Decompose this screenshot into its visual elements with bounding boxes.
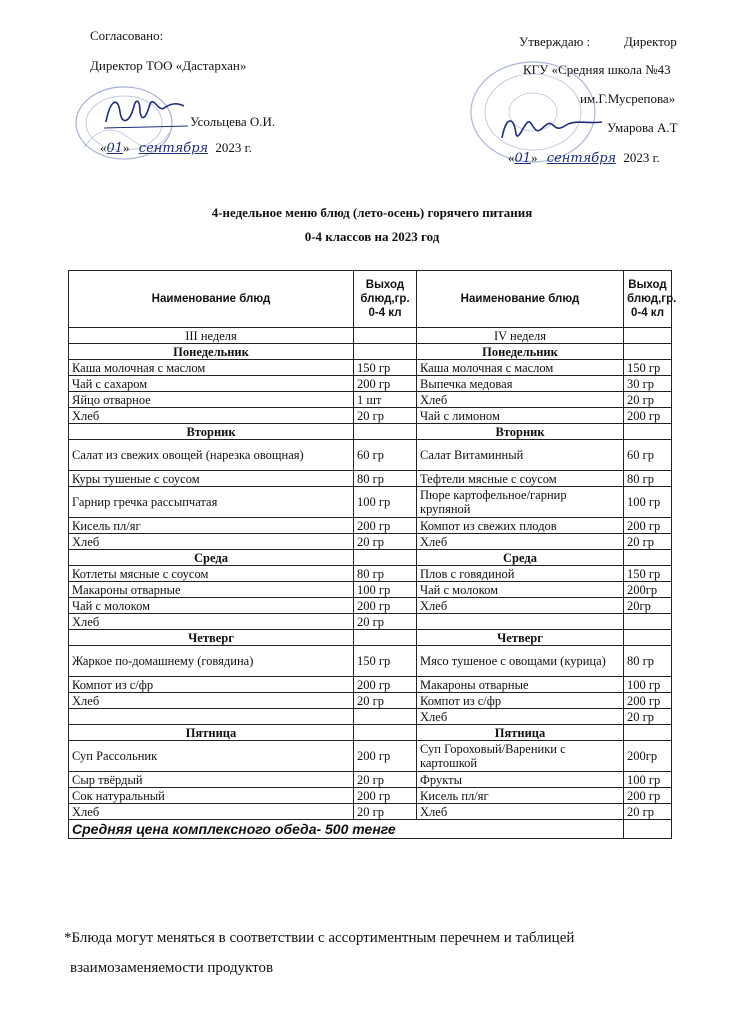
note-line2: взаимозаменяемости продуктов xyxy=(70,960,274,976)
output-left: 20 гр xyxy=(354,772,417,788)
output-left: 150 гр xyxy=(354,646,417,677)
dish-right: Компот из свежих плодов xyxy=(417,518,624,534)
output-left: 100 гр xyxy=(354,582,417,598)
dish-right: Каша молочная с маслом xyxy=(417,360,624,376)
empty-cell xyxy=(354,344,417,360)
dish-right: Тефтели мясные с соусом xyxy=(417,471,624,487)
week-row xyxy=(69,328,672,344)
dish-right: Компот из с/фр xyxy=(417,693,624,709)
dish-right: Чай с молоком xyxy=(417,582,624,598)
table-row xyxy=(69,788,672,804)
table-row xyxy=(69,614,672,630)
left-date-quote-close: » xyxy=(123,140,130,155)
table-row xyxy=(69,693,672,709)
output-right: 20гр xyxy=(624,598,672,614)
day-row xyxy=(69,725,672,741)
table-row xyxy=(69,566,672,582)
left-position: Директор ТОО «Дастархан» xyxy=(90,58,247,73)
right-date-year: 2023 г. xyxy=(623,150,660,165)
output-left: 200 гр xyxy=(354,741,417,772)
output-left: 60 гр xyxy=(354,440,417,471)
output-right: 200гр xyxy=(624,741,672,772)
output-right: 200 гр xyxy=(624,518,672,534)
dish-left: Чай с сахаром xyxy=(69,376,354,392)
table-row xyxy=(69,582,672,598)
dish-left: Каша молочная с маслом xyxy=(69,360,354,376)
table-row xyxy=(69,646,672,677)
right-org-line1: КГУ «Средняя школа №43 xyxy=(523,62,671,77)
dish-right: Хлеб xyxy=(417,804,624,820)
right-org-line2: им.Г.Мусрепова» xyxy=(580,91,676,106)
output-left: 200 гр xyxy=(354,677,417,693)
empty-cell xyxy=(624,424,672,440)
col-dish-left: Наименование блюд xyxy=(69,271,354,328)
output-left: 200 гр xyxy=(354,598,417,614)
dish-left: Кисель пл/яг xyxy=(69,518,354,534)
table-row xyxy=(69,677,672,693)
dish-left: Сок натуральный xyxy=(69,788,354,804)
empty-cell xyxy=(354,709,417,725)
output-right: 200 гр xyxy=(624,788,672,804)
empty-cell xyxy=(624,614,672,630)
output-left: 150 гр xyxy=(354,360,417,376)
table-row xyxy=(69,518,672,534)
left-signature-icon xyxy=(100,92,190,132)
empty-cell xyxy=(69,709,354,725)
output-right: 200 гр xyxy=(624,408,672,424)
output-right: 80 гр xyxy=(624,646,672,677)
right-date-quote-open: « xyxy=(508,150,515,165)
empty-cell xyxy=(417,614,624,630)
col-output-left: Выход блюд,гр. 0-4 кл xyxy=(354,271,417,328)
output-left: 1 шт xyxy=(354,392,417,408)
output-right: 20 гр xyxy=(624,534,672,550)
right-signer-name: Умарова А.Т xyxy=(607,120,678,135)
dish-right: Чай с лимоном xyxy=(417,408,624,424)
output-left: 20 гр xyxy=(354,693,417,709)
day-fri-right: Пятница xyxy=(417,725,624,741)
empty-cell xyxy=(624,725,672,741)
left-date-quote-open: « xyxy=(100,140,107,155)
day-mon-right: Понедельник xyxy=(417,344,624,360)
output-right: 20 гр xyxy=(624,709,672,725)
day-fri-left: Пятница xyxy=(69,725,354,741)
dish-left: Хлеб xyxy=(69,693,354,709)
table-header-row xyxy=(69,271,672,328)
day-row xyxy=(69,550,672,566)
day-mon-left: Понедельник xyxy=(69,344,354,360)
col-output-right: Выход блюд,гр. 0-4 кл xyxy=(624,271,672,328)
table-row xyxy=(69,376,672,392)
right-signature-icon xyxy=(498,112,608,146)
table-row xyxy=(69,487,672,518)
dish-left: Хлеб xyxy=(69,534,354,550)
empty-cell xyxy=(354,328,417,344)
output-left: 200 гр xyxy=(354,788,417,804)
day-wed-right: Среда xyxy=(417,550,624,566)
output-left: 200 гр xyxy=(354,518,417,534)
output-right: 20 гр xyxy=(624,804,672,820)
footer-row xyxy=(69,820,672,839)
dish-left: Компот из с/фр xyxy=(69,677,354,693)
dish-left: Куры тушеные с соусом xyxy=(69,471,354,487)
dish-right: Салат Витаминный xyxy=(417,440,624,471)
dish-right: Фрукты xyxy=(417,772,624,788)
output-left: 100 гр xyxy=(354,487,417,518)
output-right: 100 гр xyxy=(624,487,672,518)
dish-right: Хлеб xyxy=(417,598,624,614)
output-left: 80 гр xyxy=(354,471,417,487)
empty-cell xyxy=(354,550,417,566)
output-right: 150 гр xyxy=(624,360,672,376)
output-left: 20 гр xyxy=(354,408,417,424)
left-date xyxy=(100,140,252,156)
dish-right: Выпечка медовая xyxy=(417,376,624,392)
left-signer-name: Усольцева О.И. xyxy=(190,114,276,129)
dish-left: Котлеты мясные с соусом xyxy=(69,566,354,582)
menu-table xyxy=(68,270,677,839)
right-date-month: сентября xyxy=(546,151,617,166)
output-right: 100 гр xyxy=(624,677,672,693)
dish-left: Хлеб xyxy=(69,614,354,630)
table-row xyxy=(69,741,672,772)
day-tue-right: Вторник xyxy=(417,424,624,440)
dish-left: Макароны отварные xyxy=(69,582,354,598)
week-right: IV неделя xyxy=(417,328,624,344)
document-title-line2: 0-4 классов на 2023 год xyxy=(304,229,440,244)
dish-left: Сыр твёрдый xyxy=(69,772,354,788)
dish-left: Чай с молоком xyxy=(69,598,354,614)
day-wed-left: Среда xyxy=(69,550,354,566)
left-date-month: сентября xyxy=(138,141,209,156)
output-right: 200 гр xyxy=(624,693,672,709)
dish-left: Салат из свежих овощей (нарезка овощная) xyxy=(69,440,354,471)
dish-left: Жаркое по-домашнему (говядина) xyxy=(69,646,354,677)
day-row xyxy=(69,630,672,646)
empty-cell xyxy=(624,344,672,360)
dish-right: Пюре картофельное/гарнир крупяной xyxy=(417,487,624,518)
output-right: 60 гр xyxy=(624,440,672,471)
right-position: Директор xyxy=(624,34,677,49)
output-right: 80 гр xyxy=(624,471,672,487)
table-row xyxy=(69,709,672,725)
left-agreed-label: Согласовано: xyxy=(90,28,164,43)
dish-right: Мясо тушеное с овощами (курица) xyxy=(417,646,624,677)
empty-cell xyxy=(354,424,417,440)
col-dish-right: Наименование блюд xyxy=(417,271,624,328)
left-date-year: 2023 г. xyxy=(215,140,252,155)
table-row xyxy=(69,392,672,408)
output-right: 100 гр xyxy=(624,772,672,788)
empty-cell xyxy=(354,725,417,741)
dish-left: Яйцо отварное xyxy=(69,392,354,408)
table-row xyxy=(69,471,672,487)
empty-cell xyxy=(624,328,672,344)
dish-right: Суп Гороховый/Вареники с картошкой xyxy=(417,741,624,772)
day-row xyxy=(69,344,672,360)
note-line1: *Блюда могут меняться в соответствии с ассортиментным перечнем и таблицей xyxy=(64,930,575,946)
day-thu-right: Четверг xyxy=(417,630,624,646)
average-price: Средняя цена комплексного обеда- 500 тенге xyxy=(69,820,624,839)
right-date xyxy=(508,150,660,166)
left-date-day: 01 xyxy=(106,141,124,156)
dish-left: Хлеб xyxy=(69,408,354,424)
empty-cell xyxy=(624,820,672,839)
table-row xyxy=(69,534,672,550)
output-right: 200гр xyxy=(624,582,672,598)
table-row xyxy=(69,360,672,376)
dish-left: Хлеб xyxy=(69,804,354,820)
dish-right: Хлеб xyxy=(417,709,624,725)
dish-left: Суп Рассольник xyxy=(69,741,354,772)
document-title-line1: 4-недельное меню блюд (лето-осень) горячего питания xyxy=(211,205,533,220)
output-right: 150 гр xyxy=(624,566,672,582)
day-tue-left: Вторник xyxy=(69,424,354,440)
table-row xyxy=(69,408,672,424)
right-approve-label: Утверждаю : xyxy=(519,34,591,49)
day-row xyxy=(69,424,672,440)
right-date-quote-close: » xyxy=(531,150,538,165)
output-left: 80 гр xyxy=(354,566,417,582)
dish-right: Плов с говядиной xyxy=(417,566,624,582)
dish-right: Макароны отварные xyxy=(417,677,624,693)
empty-cell xyxy=(624,550,672,566)
table-row xyxy=(69,440,672,471)
empty-cell xyxy=(624,630,672,646)
output-left: 20 гр xyxy=(354,614,417,630)
table-row xyxy=(69,598,672,614)
table-row xyxy=(69,772,672,788)
output-right: 20 гр xyxy=(624,392,672,408)
output-right: 30 гр xyxy=(624,376,672,392)
output-left: 20 гр xyxy=(354,804,417,820)
output-left: 20 гр xyxy=(354,534,417,550)
right-date-day: 01 xyxy=(514,151,532,166)
dish-left: Гарнир гречка рассыпчатая xyxy=(69,487,354,518)
week-left: III неделя xyxy=(69,328,354,344)
dish-right: Хлеб xyxy=(417,534,624,550)
table-row xyxy=(69,804,672,820)
day-thu-left: Четверг xyxy=(69,630,354,646)
empty-cell xyxy=(354,630,417,646)
output-left: 200 гр xyxy=(354,376,417,392)
dish-right: Хлеб xyxy=(417,392,624,408)
dish-right: Кисель пл/яг xyxy=(417,788,624,804)
